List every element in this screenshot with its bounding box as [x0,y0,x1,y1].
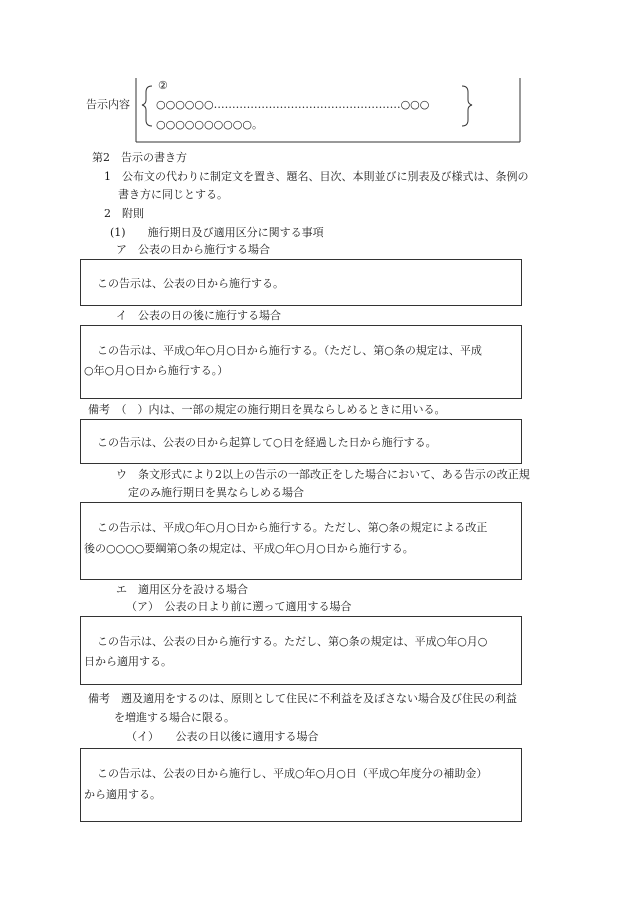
case-e-sub-i-box [80,748,522,822]
item2-heading: 2 附則 [104,207,144,220]
case-a-box [80,259,522,306]
case-e-sub-i-text-line1: この告示は、公表の日から施行し、平成○年○月○日（平成○年度分の補助金） [97,767,488,780]
circle-number: ② [158,79,168,92]
item1-line2: 書き方に同じとする。 [118,188,228,201]
case-i-heading: イ 公表の日の後に施行する場合 [116,309,281,322]
case-e-sub-i-heading: （イ） 公表の日以後に適用する場合 [126,730,319,743]
placeholder-line-1: ○○○○○○……………………………………………○○○ [156,98,430,111]
case-e-sub-a-heading: （ア） 公表の日より前に遡って適用する場合 [126,600,352,613]
case-u-heading-line1: ウ 条文形式により2以上の告示の一部改正をした場合において、ある告示の改正規 [116,468,530,481]
note-1: 備考 （ ）内は、一部の規定の施行期日を異ならしめるときに用いる。 [88,403,446,416]
case-e-sub-a-text-line2: 日から適用する。 [84,655,172,668]
case-u-text-line1: この告示は、平成○年○月○日から施行する。ただし、第○条の規定による改正 [97,521,488,534]
case-u-text-line2: 後の○○○○要綱第○条の規定は、平成○年○月○日から施行する。 [84,542,414,555]
case-i-box [80,325,522,399]
section-heading: 第2 告示の書き方 [92,151,187,164]
top-block-frame [0,0,630,150]
case-a-heading: ア 公表の日から施行する場合 [116,243,270,256]
case-e-note-line2: を増進する場合に限る。 [114,711,235,724]
case-e-sub-a-text-line1: この告示は、公表の日から施行する。ただし、第○条の規定は、平成○年○月○ [97,635,488,648]
case-i-text-line2: ○年○月○日から施行する。） [84,364,229,377]
note-1-box-text: この告示は、公表の日から起算して○日を経過した日から施行する。 [97,436,437,449]
case-e-heading: エ 適用区分を設ける場合 [116,583,248,596]
case-e-sub-i-text-line2: から適用する。 [84,788,161,801]
case-e-sub-a-box [80,616,522,685]
case-u-box [80,502,522,580]
placeholder-line-2: ○○○○○○○○○○。 [156,118,263,131]
sub1-heading: (1) 施行期日及び適用区分に関する事項 [110,226,324,239]
case-e-note-line1: 備考 遡及適用をするのは、原則として住民に不利益を及ぼさない場合及び住民の利益 [88,692,517,705]
item1-line1: 1 公布文の代わりに制定文を置き、題名、目次、本則並びに別表及び様式は、条例の [104,170,529,183]
note-1-box [80,419,522,464]
content-label: 告示内容 [86,98,130,111]
case-i-text-line1: この告示は、平成○年○月○日から施行する。（ただし、第○条の規定は、平成 [97,344,482,357]
case-a-text: この告示は、公表の日から施行する。 [97,277,284,290]
case-u-heading-line2: 定のみ施行期日を異ならしめる場合 [128,486,304,499]
